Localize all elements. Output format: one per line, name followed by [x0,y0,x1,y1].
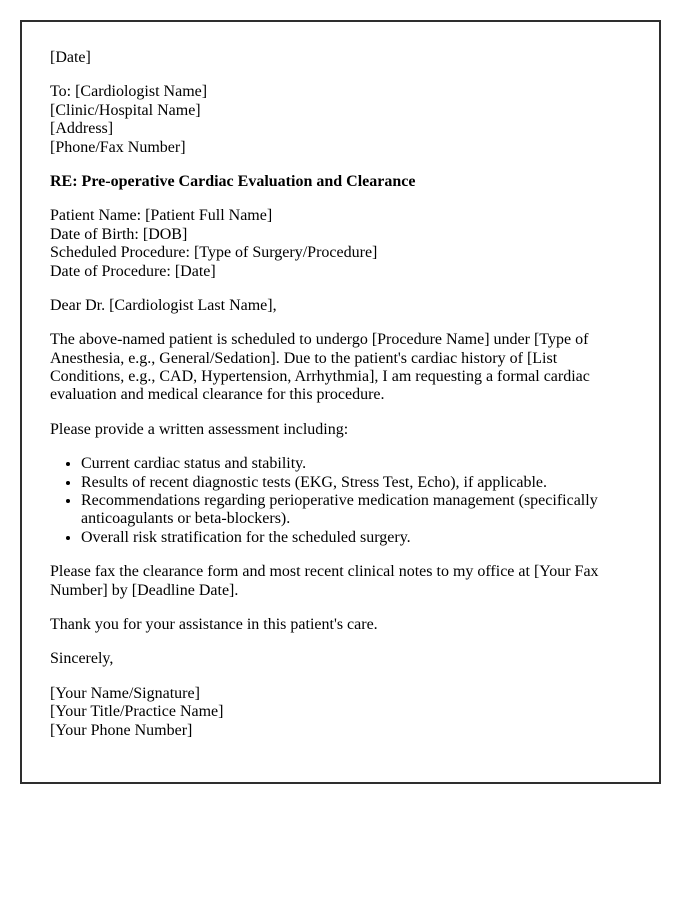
patient-info-line: Date of Procedure: [Date] [50,262,216,280]
recipient-line: [Address] [50,120,114,138]
signature-block [50,685,629,740]
letter-page [20,20,661,784]
assessment-item: • Current cardiac status and stability. [81,455,629,473]
signature-line: [Your Name/Signature] [50,684,200,702]
signature-line: [Your Phone Number] [50,721,193,739]
recipient-line: To: [Cardiologist Name] [50,83,208,101]
subject-line: RE: Pre-operative Cardiac Evaluation and Clearance [50,172,416,190]
patient-info-line: Date of Birth: [DOB] [50,225,188,243]
assessment-list [50,455,629,547]
signature-line: [Your Title/Practice Name] [50,703,224,721]
patient-info-line: Patient Name: [Patient Full Name] [50,207,273,225]
assessment-intro: Please provide a written assessment including: [50,420,349,438]
recipient-line: [Phone/Fax Number] [50,138,186,156]
body-paragraph: The above-named patient is scheduled to undergo [Procedure Name] under [Type of Anesthesia, e.g., General/Sedation]. Due to the patient's cardiac history of [List Conditions, e.g., CAD, Hypertension, Arrhythmia], I am requesting a formal cardiac evaluation and medical clearance for this procedure. [50,331,590,404]
salutation: Dear Dr. [Cardiologist Last Name], [50,296,277,314]
recipient-line: [Clinic/Hospital Name] [50,101,201,119]
patient-info-line: Scheduled Procedure: [Type of Surgery/Procedure] [50,244,378,262]
assessment-item: • Overall risk stratification for the scheduled surgery. [81,529,629,547]
patient-info-block [50,207,629,281]
closing: Sincerely, [50,650,114,668]
thanks-paragraph: Thank you for your assistance in this patient's care. [50,615,378,633]
fax-instruction-paragraph: Please fax the clearance form and most recent clinical notes to my office at [Your Fax Number] by [Deadline Date]. [50,563,599,599]
date-line: [Date] [50,49,91,66]
assessment-item: • Recommendations regarding perioperative medication management (specifically anticoagulants or beta-blockers). [81,492,629,529]
recipient-block [50,83,629,157]
assessment-item: • Results of recent diagnostic tests (EKG, Stress Test, Echo), if applicable. [81,474,629,492]
